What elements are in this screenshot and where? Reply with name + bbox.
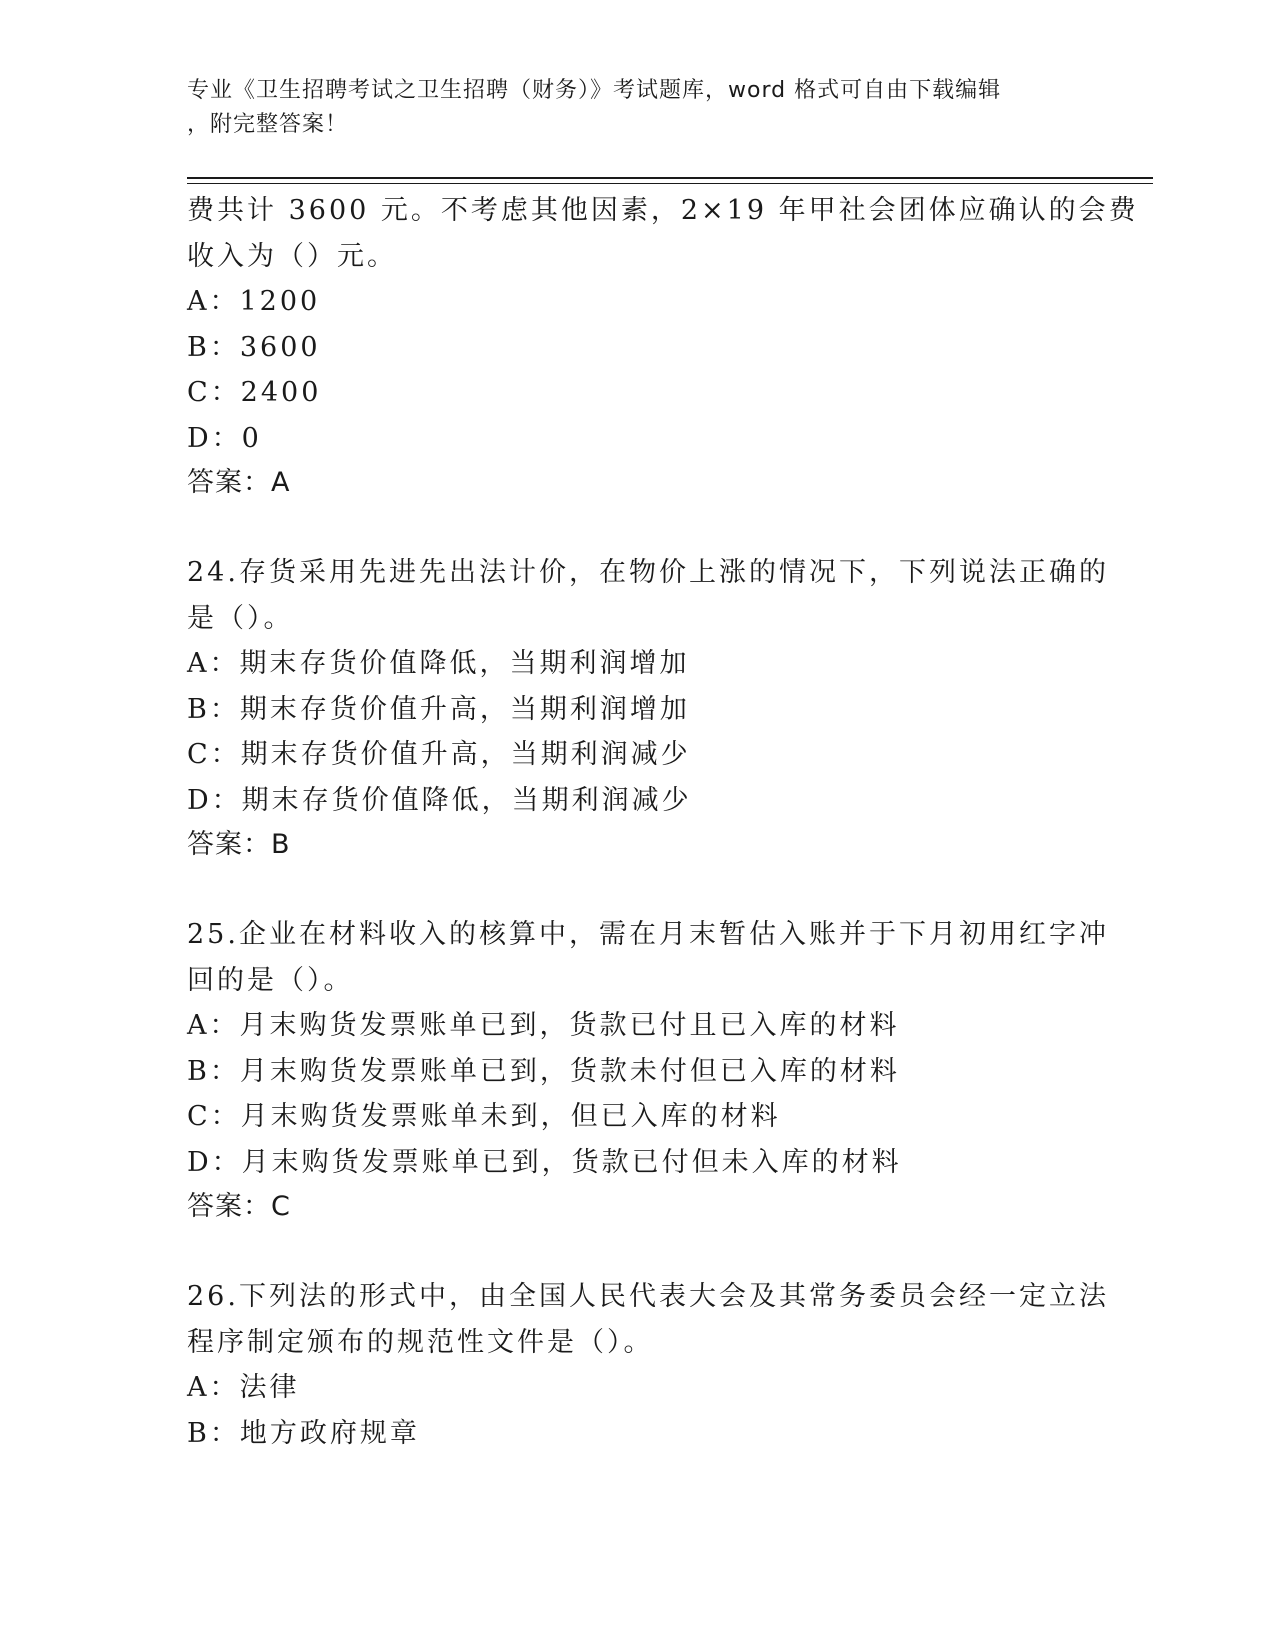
question-24	[187, 550, 1109, 867]
answer-line: 答案：C	[187, 1191, 291, 1222]
answer-line: 答案：A	[187, 467, 291, 498]
option-b: B：期末存货价值升高，当期利润增加	[187, 693, 690, 725]
question-stem-line: 程序制定颁布的规范性文件是（）。	[187, 1326, 654, 1358]
option-a: A：月末购货发票账单已到，货款已付且已入库的材料	[187, 1010, 900, 1041]
header-line-1: 专业《卫生招聘考试之卫生招聘（财务）》考试题库，word 格式可自由下载编辑	[187, 78, 1002, 103]
option-b: B：3600	[187, 331, 321, 363]
question-stem-line: 25.企业在材料收入的核算中，需在月末暂估入账并于下月初用红字冲	[187, 919, 1109, 950]
option-c: C：2400	[187, 377, 322, 408]
option-d: D：月末购货发票账单已到，货款已付但未入库的材料	[187, 1146, 902, 1178]
answer-line: 答案：B	[187, 829, 291, 860]
option-a: A：1200	[187, 286, 321, 317]
option-b: B：月末购货发票账单已到，货款未付但已入库的材料	[187, 1055, 900, 1087]
option-c: C：月末购货发票账单未到，但已入库的材料	[187, 1101, 781, 1132]
question-stem-line: 26.下列法的形式中，由全国人民代表大会及其常务委员会经一定立法	[187, 1281, 1109, 1312]
option-d: D：0	[187, 422, 262, 454]
spacer	[187, 867, 1087, 912]
spacer	[187, 505, 1087, 550]
question-stem-line: 是（）。	[187, 602, 294, 634]
option-a: A：法律	[187, 1372, 300, 1403]
question-list	[187, 188, 1139, 1456]
document-header	[187, 74, 1067, 142]
header-line-2: ，附完整答案！	[187, 112, 349, 137]
question-stem-line: 回的是（）。	[187, 964, 354, 996]
question-stem-line: 费共计 3600 元。不考虑其他因素，2×19 年甲社会团体应确认的会费	[187, 195, 1139, 226]
option-c: C：期末存货价值升高，当期利润减少	[187, 739, 691, 770]
question-stem-line: 收入为（）元。	[187, 240, 397, 272]
header-divider-thin	[187, 183, 1153, 184]
question-23	[187, 188, 1139, 505]
question-stem-line: 24.存货采用先进先出法计价，在物价上涨的情况下，下列说法正确的	[187, 557, 1109, 588]
question-25	[187, 912, 1109, 1229]
spacer	[187, 1229, 1087, 1274]
option-b: B：地方政府规章	[187, 1417, 420, 1449]
question-26	[187, 1274, 1109, 1456]
option-d: D：期末存货价值降低，当期利润减少	[187, 784, 692, 816]
header-divider-thick	[187, 177, 1153, 179]
option-a: A：期末存货价值降低，当期利润增加	[187, 648, 690, 679]
